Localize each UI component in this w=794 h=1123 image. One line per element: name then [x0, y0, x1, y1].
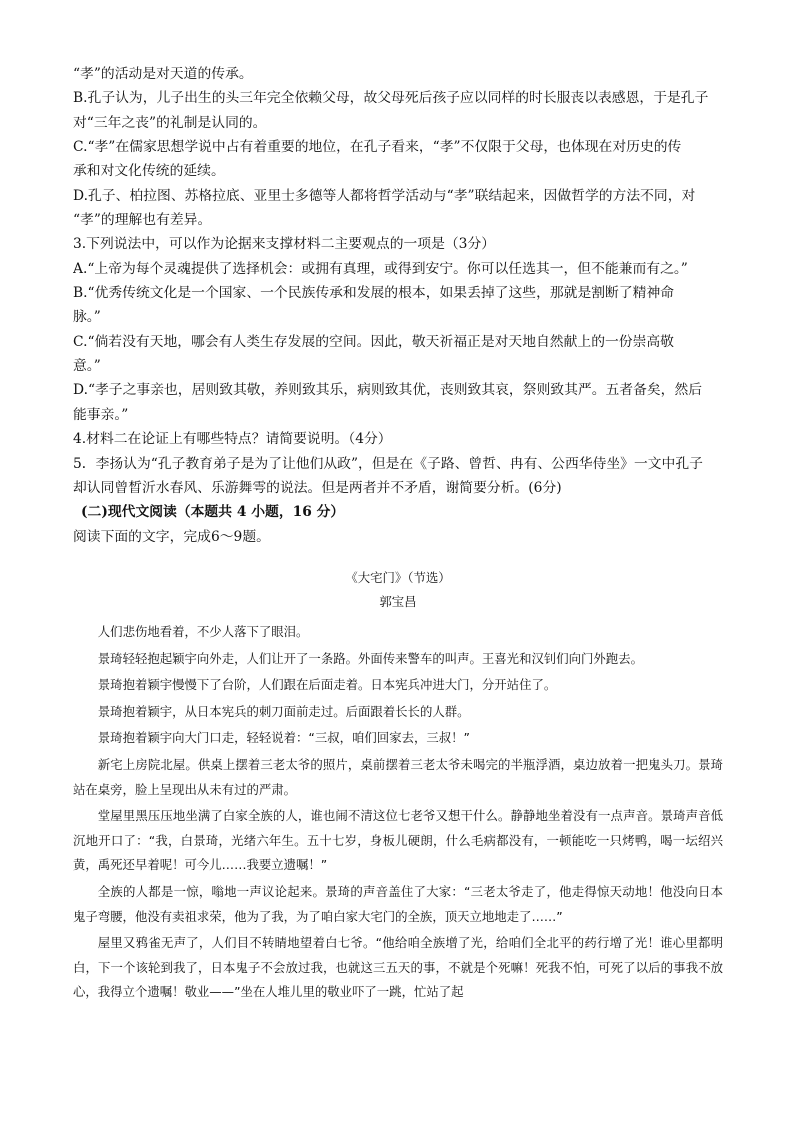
text-line: “孝”的理解也有差异。: [73, 212, 212, 229]
paragraph: 景琦抱着颖宇，从日本宪兵的刺刀面前走过。后面跟着长长的人群。: [97, 703, 470, 719]
option-b-line: B.孔子认为，儿子出生的头三年完全依赖父母，故父母死后孩子应以同样的时长服丧以表感恩，于是孔子: [73, 90, 709, 107]
option-b-line: B.“优秀传统文化是一个国家、一个民族传承和发展的根本，如果丢掉了这些，那就是割断了精神命: [73, 285, 675, 302]
paragraph: 新宅上房院北屋。供桌上摆着三老太爷的照片，桌前摆着三老太爷未喝完的半瓶浮酒，桌边放着一把鬼头刀。景琦站在桌旁，脸上呈现出从未有过的严肃。: [73, 756, 723, 797]
paragraph: 全族的人都是一惊，嗡地一声议论起来。景琦的声音盖住了大家：“三老太爷走了，他走得惊天动地！他没向日本鬼子弯腰，他没有卖祖求荣，他为了我，为了咱白家大宅门的全族，顶天立地地走了……”: [73, 883, 723, 924]
text-line: 却认同曾晳沂水春风、乐游舞雩的说法。但是两者并不矛盾，谢简要分析。(6分): [73, 479, 562, 496]
paragraph: 堂屋里黑压压地坐满了白家全族的人，谁也闹不清这位七老爷又想干什么。静静地坐着没有一点声音。景琦声音低沉地开口了：“我，白景琦，光绪六年生。五十七岁，身板儿硬朗，什么毛病都没有，一顿能吃一只烤鸭，喝一坛绍兴黄，禹死还早着呢！可今儿……我要立遗嘱！”: [73, 808, 723, 873]
passage-author: 郭宝昌: [379, 594, 417, 609]
reading-passage: [73, 566, 723, 1007]
text-line: “孝”的活动是对天道的传承。: [73, 66, 253, 82]
questions-section: [73, 62, 723, 549]
question-4: 4.材料二在论证上有哪些特点？请简要说明。（4分）: [73, 431, 392, 448]
question-3: 3.下列说法中，可以作为论据来支撑材料二主要观点的一项是（3分）: [73, 236, 496, 253]
text-line: 意。”: [73, 358, 101, 375]
paragraph: 景琦轻轻抱起颖宇向外走，人们让开了一条路。外面传来警车的叫声。王喜光和汉钊们向门外跑去。: [97, 650, 643, 666]
option-d-line: D.“孝子之事亲也，居则致其敬，养则致其乐，病则致其优，丧则致其哀，祭则致其严。五者备矣，然后: [73, 382, 703, 399]
paragraph: 屋里又鸦雀无声了，人们目不转睛地望着白七爷。“他给咱全族增了光，给咱们全北平的药行增了光！谁心里都明白，下一个该轮到我了，日本鬼子不会放过我，也就这三五天的事，不就是个死嘛！死我不怕，可死了以后的事我不放心，我得立个遗嘱！敬业——”坐在人堆儿里的敬业吓了一跳，忙站了起: [73, 935, 723, 1000]
text-line: 对“三年之丧”的礼制是认同的。: [73, 114, 267, 131]
reading-instruction: 阅读下面的文字，完成6～9题。: [73, 528, 270, 545]
question-5: 5．李扬认为“孔子教育弟子是为了让他们从政”，但是在《子路、曾哲、冉有、公西华侍坐》一文中孔子: [73, 455, 703, 472]
text-line: 脉。”: [73, 309, 101, 326]
paragraph: 景琦抱着颖宇慢慢下了台阶，人们跟在后面走着。日本宪兵冲进大门，分开站住了。: [97, 677, 557, 693]
text-line: 承和对文化传统的延续。: [73, 163, 225, 180]
option-d-line: D.孔子、柏拉图、苏格拉底、亚里士多德等人都将哲学活动与“孝”联结起来，因做哲学的方法不同，对: [73, 187, 696, 204]
option-c-line: C.“倘若没有天地，哪会有人类生存发展的空间。因此，敬天祈福正是对天地自然献上的一份崇高敬: [73, 333, 674, 350]
option-c-line: C.“孝”在儒家思想学说中占有着重要的地位，在孔子看来，“孝”不仅限于父母，也体现在对历史的传: [73, 139, 682, 156]
section-heading: (二)现代文阅读（本题共 4 小题，16 分）: [81, 504, 345, 521]
text-line: 能事亲。”: [73, 406, 129, 423]
passage-title: 《大宅门》（节选）: [345, 570, 451, 585]
paragraph: 景琦抱着颖宇向大门口走，轻轻说着：“三叔，咱们回家去，三叔！”: [97, 730, 470, 746]
paragraph: 人们悲伤地看着，不少人落下了眼泪。: [97, 624, 309, 639]
option-a-line: A.“上帝为每个灵魂提供了选择机会：或拥有真理，或得到安宁。你可以任选其一，但不能兼而有之。”: [73, 260, 688, 277]
